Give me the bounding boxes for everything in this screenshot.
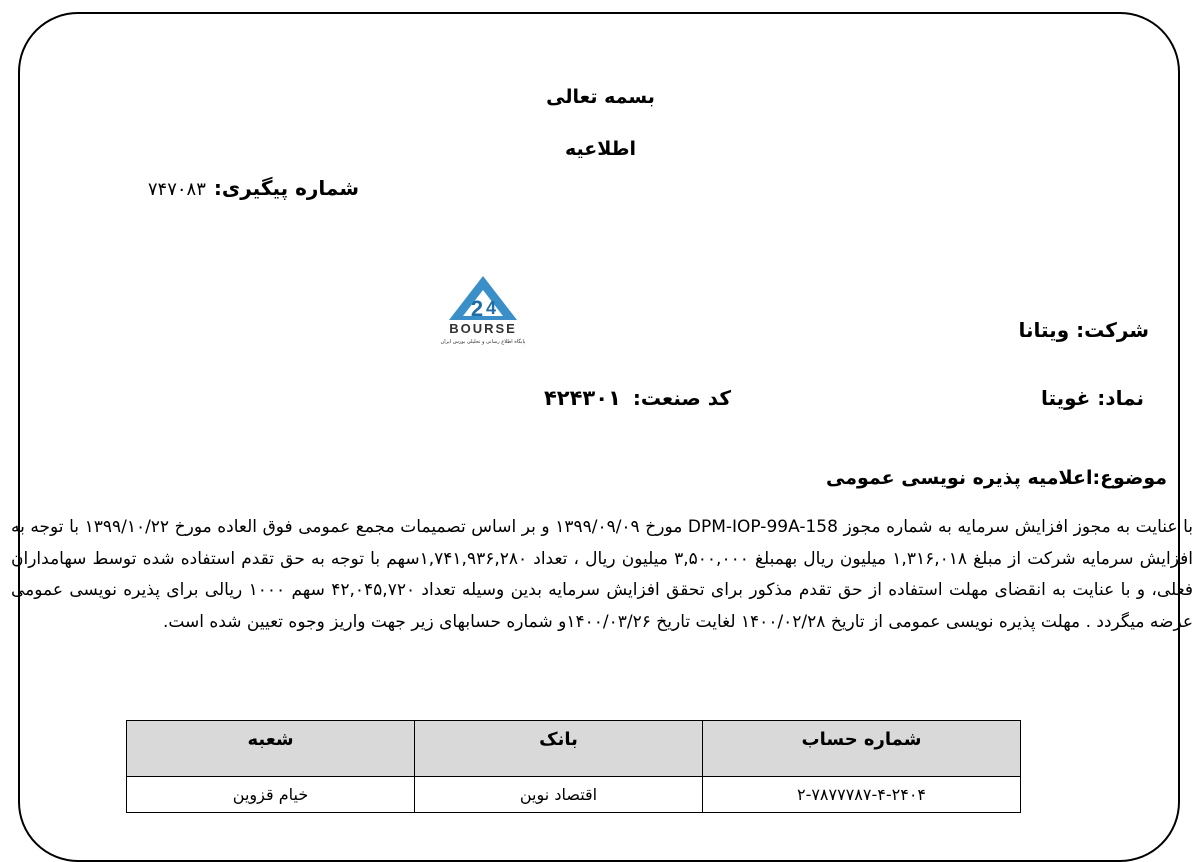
column-header-account-number: شماره حساب	[703, 721, 1021, 777]
industry-code: ۴۲۴۳۰۱	[543, 386, 621, 410]
column-header-branch: شعبه	[127, 721, 415, 777]
invocation-heading: بسمه تعالی	[546, 86, 655, 108]
notice-title: اطلاعیه	[564, 138, 637, 160]
logo-brand-text: BOURSE	[449, 321, 517, 336]
column-header-bank: بانک	[415, 721, 703, 777]
tracking-number-row	[148, 176, 359, 200]
cell-account-number: ۲-۷۸۷۷۷۸۷-۴-۲۴۰۴	[703, 777, 1021, 813]
logo-tagline: پایگاه اطلاع رسانی و تحلیلی بورس ایران	[440, 339, 526, 345]
cell-bank: اقتصاد نوین	[415, 777, 703, 813]
industry-code-row	[544, 386, 731, 410]
logo-glyph-4: 4	[485, 298, 497, 318]
bourse-logo	[437, 268, 529, 348]
table-header-row	[127, 721, 1021, 777]
ticker-symbol: نماد: غویتا	[1040, 386, 1144, 410]
notice-body: با عنایت به مجوز افزایش سرمایه به شماره مجوز DPM-IOP-99A-158 مورخ ۱۳۹۹/۰۹/۰۹ و بر اساس تصمیمات مجمع عمومی فوق العاده مورخ ۱۳۹۹/۱۰/۲۲ با توجه به افزایش سرمایه شرکت از مبلغ ۱,۳۱۶,۰۱۸ میلیون ریال بهمبلغ ۳,۵۰۰,۰۰۰ میلیون ریال ، تعداد ۱,۷۴۱,۹۳۶,۲۸۰سهم با توجه به حق تقدم استفاده شده توسط سهامداران فعلی، و با عنایت به انقضای مهلت استفاده از حق تقدم مذکور برای تحقق افزایش سرمایه بدین وسیله تعداد ۴۲,۰۴۵,۷۲۰ سهم ۱۰۰۰ ریالی برای پذیره نویسی عمومی عرضه میگردد . مهلت پذیره نویسی عمومی از تاریخ ۱۴۰۰/۰۲/۲۸ لغایت تاریخ ۱۴۰۰/۰۳/۲۶و شماره حسابهای زیر جهت واریز وجوه تعیین شده است.	[11, 517, 1194, 632]
logo-glyph-2: 2	[470, 296, 484, 321]
accounts-table	[126, 720, 1021, 813]
notice-subject: موضوع:اعلامیه پذیره نویسی عمومی	[826, 467, 1167, 489]
table-row	[127, 777, 1021, 813]
tracking-number: ۷۴۷۰۸۳	[147, 179, 206, 200]
industry-code-label: کد صنعت:	[632, 386, 731, 410]
tracking-label: شماره پیگیری:	[213, 176, 359, 200]
cell-branch: خیام قزوین	[127, 777, 415, 813]
company-name: شرکت: ویتانا	[1018, 318, 1149, 342]
